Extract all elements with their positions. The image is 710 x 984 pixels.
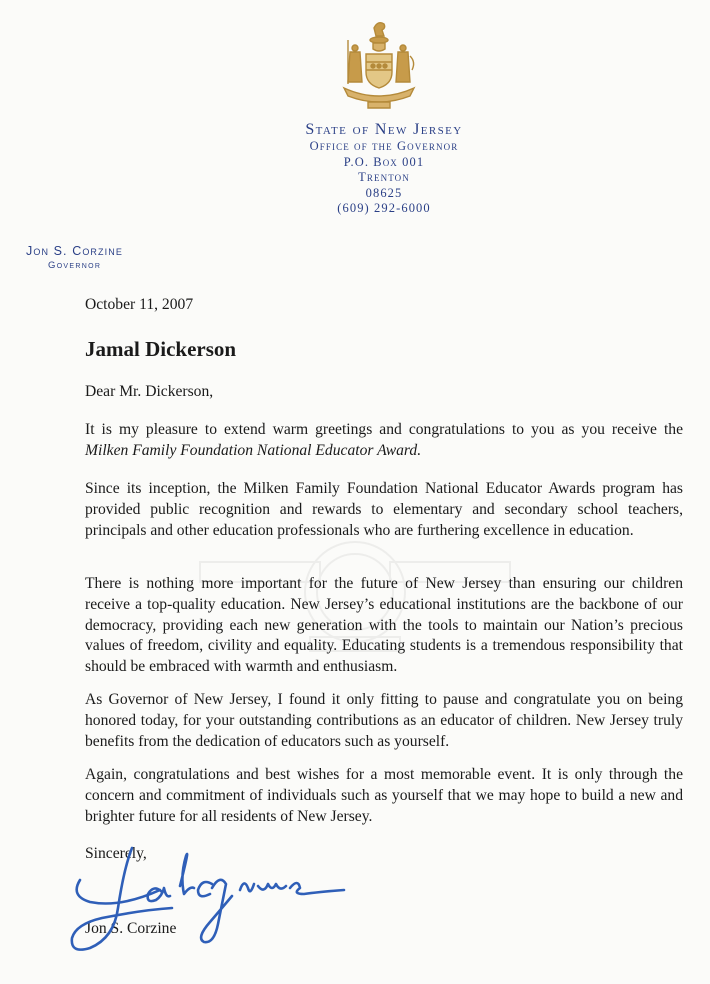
- letterhead-city: Trenton: [358, 170, 410, 184]
- closing: Sincerely,: [85, 845, 147, 862]
- governor-title: Governor: [48, 260, 102, 271]
- governor-block: [26, 244, 123, 272]
- letter-date: October 11, 2007: [85, 296, 194, 313]
- award-name: Milken Family Foundation National Educator Award.: [85, 441, 422, 459]
- signer-name: Jon S. Corzine: [85, 920, 177, 937]
- paragraph-3: There is nothing more important for the future of New Jersey than ensuring our children receive a top-quality education. New Jersey’s educational institutions are the backbone of our democracy, providing each new generation with the tools to maintain our Nation’s precious values of freedom, civility and equality. Educating students is a tremendous responsibility that should be embraced with warmth and enthusiasm.: [85, 575, 683, 676]
- recipient-name: Jamal Dickerson: [85, 337, 237, 361]
- letterhead-zip: 08625: [365, 185, 403, 200]
- letterhead-state: State of New Jersey: [305, 121, 463, 138]
- salutation: Dear Mr. Dickerson,: [85, 383, 214, 400]
- paragraph-1-text: It is my pleasure to extend warm greetings and congratulations to you as you receive the: [85, 421, 683, 438]
- governor-name: Jon S. Corzine: [26, 244, 123, 258]
- paragraph-2: Since its inception, the Milken Family Foundation National Educator Awards program has provided public recognition and rewards to elementary and secondary school teachers, principals and other education professionals who are furthering excellence in education.: [85, 480, 683, 539]
- paragraph-4: As Governor of New Jersey, I found it only fitting to pause and congratulate you on being honored today, for your outstanding contributions as an educator of children. New Jersey truly benefits from the dedication of educators such as yourself.: [85, 691, 683, 750]
- handwritten-signature: [62, 840, 362, 960]
- letterhead-office: Office of the Governor: [309, 139, 459, 153]
- letterhead-phone: (609) 292-6000: [337, 201, 431, 215]
- paragraph-5: Again, congratulations and best wishes for a most memorable event. It is only through the concern and commitment of individuals such as yourself that we may hope to build a new and brighter future for all residents of New Jersey.: [85, 766, 683, 825]
- paragraph-1: [85, 420, 683, 462]
- letterhead-box: P.O. Box 001: [343, 154, 425, 169]
- new-jersey-seal-icon: [338, 18, 420, 114]
- letterhead: [230, 120, 538, 217]
